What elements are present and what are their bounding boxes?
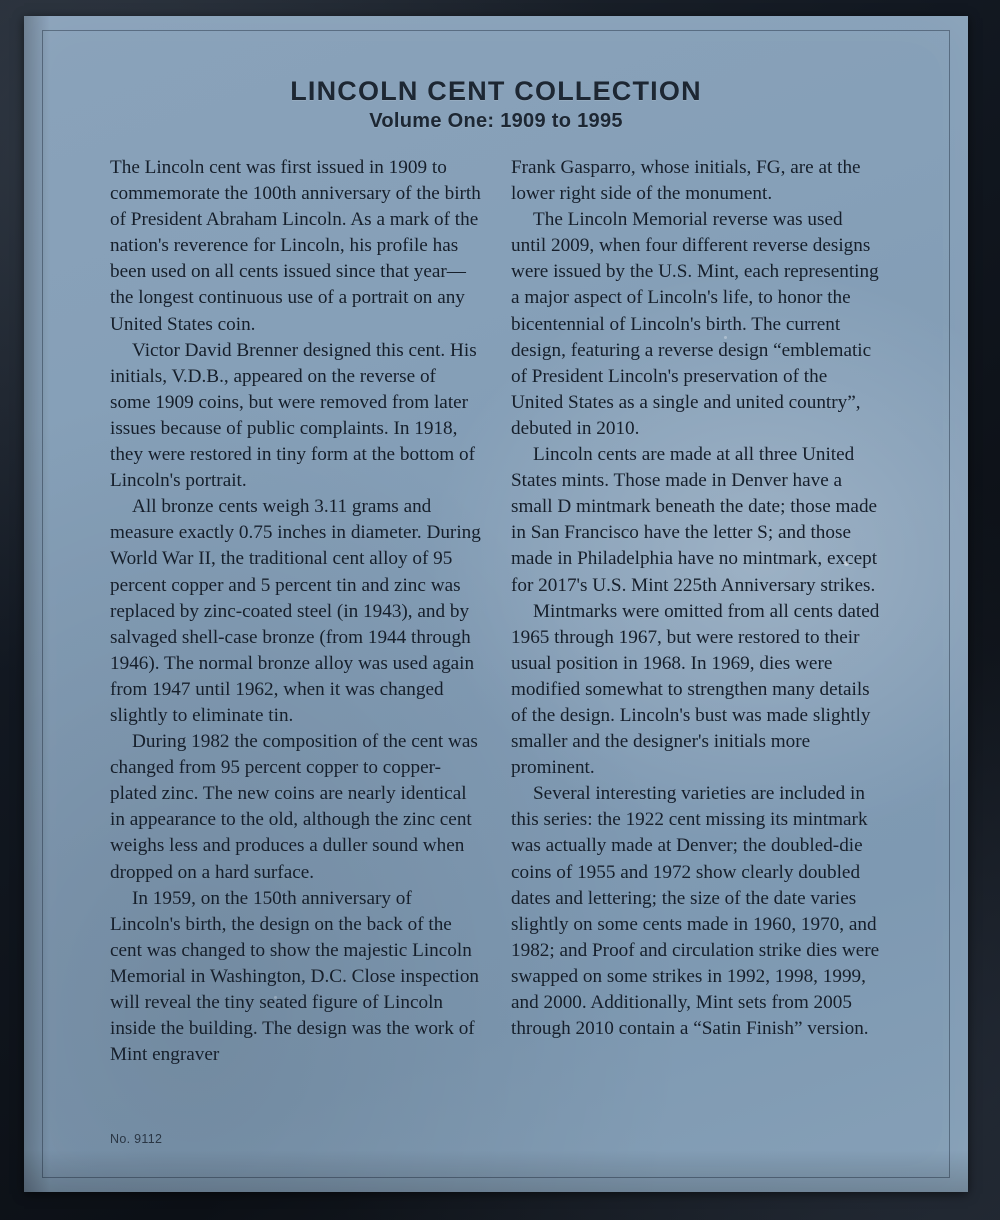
right-column	[511, 155, 882, 1068]
paragraph: The Lincoln cent was first issued in 1909 to commemorate the 100th anniversary of the birth of President Abraham Lincoln. As a mark of the nation's reverence for Lincoln, his profile has been used on all cents issued since that year—the longest continuous use of a portrait on any United States coin.	[110, 157, 481, 335]
paragraph: In 1959, on the 150th anniversary of Lincoln's birth, the design on the back of the cent was changed to show the majestic Lincoln Memorial in Washington, D.C. Close inspection will reveal the tiny seated figure of Lincoln inside the building. The design was the work of Mint engraver	[110, 887, 480, 1066]
left-column	[110, 155, 481, 1068]
catalog-number: No. 9112	[110, 1132, 163, 1146]
page-title: LINCOLN CENT COLLECTION	[290, 76, 702, 106]
page-content	[110, 76, 882, 1068]
paragraph: Lincoln cents are made at all three United States mints. Those made in Denver have a small D mintmark beneath the date; those made in San Francisco have the letter S; and those made in Philadelphia have no mintmark, except for 2017's U.S. Mint 225th Anniversary strikes.	[511, 444, 878, 596]
paragraph: The Lincoln Memorial reverse was used until 2009, when four different reverse designs were issued by the U.S. Mint, each representing a major aspect of Lincoln's life, to honor the bicentennial of Lincoln's birth. The current design, featuring a reverse design “emblematic of President Lincoln's preservation of the United States as a single and united country”, debuted in 2010.	[511, 209, 879, 439]
paragraph: Several interesting varieties are included in this series: the 1922 cent missing its mintmark was actually made at Denver; the doubled-die coins of 1955 and 1972 show clearly doubled dates and lettering; the size of the date varies slightly on some cents made in 1960, 1970, and 1982; and Proof and circulation strike dies were swapped on some strikes in 1992, 1998, 1999, and 2000. Additionally, Mint sets from 2005 through 2010 contain a “Satin Finish” version.	[511, 783, 880, 1040]
paragraph: Mintmarks were omitted from all cents dated 1965 through 1967, but were restored to their usual position in 1968. In 1969, dies were modified somewhat to strengthen many details of the design. Lincoln's bust was made slightly smaller and the designer's initials more prominent.	[511, 600, 880, 779]
paragraph: Victor David Brenner designed this cent. His initials, V.D.B., appeared on the reverse of some 1909 coins, but were removed from later issues because of public complaints. In 1918, they were restored in tiny form at the bottom of Lincoln's portrait.	[110, 339, 477, 492]
paragraph: All bronze cents weigh 3.11 grams and measure exactly 0.75 inches in diameter. During World War II, the traditional cent alloy of 95 percent copper and 5 percent tin and zinc was replaced by zinc-coated steel (in 1943), and by salvaged shell-case bronze (from 1944 through 1946). The normal bronze alloy was used again from 1947 until 1962, when it was changed slightly to eliminate tin.	[110, 496, 481, 726]
text-columns	[110, 155, 882, 1068]
paragraph: Frank Gasparro, whose initials, FG, are at the lower right side of the monument.	[511, 157, 861, 205]
printed-info-page	[24, 16, 968, 1192]
page-subtitle: Volume One: 1909 to 1995	[369, 110, 623, 132]
paragraph: During 1982 the composition of the cent was changed from 95 percent copper to copper-plated zinc. The new coins are nearly identical in appearance to the old, although the zinc cent weighs less and produces a duller sound when dropped on a hard surface.	[110, 731, 478, 883]
